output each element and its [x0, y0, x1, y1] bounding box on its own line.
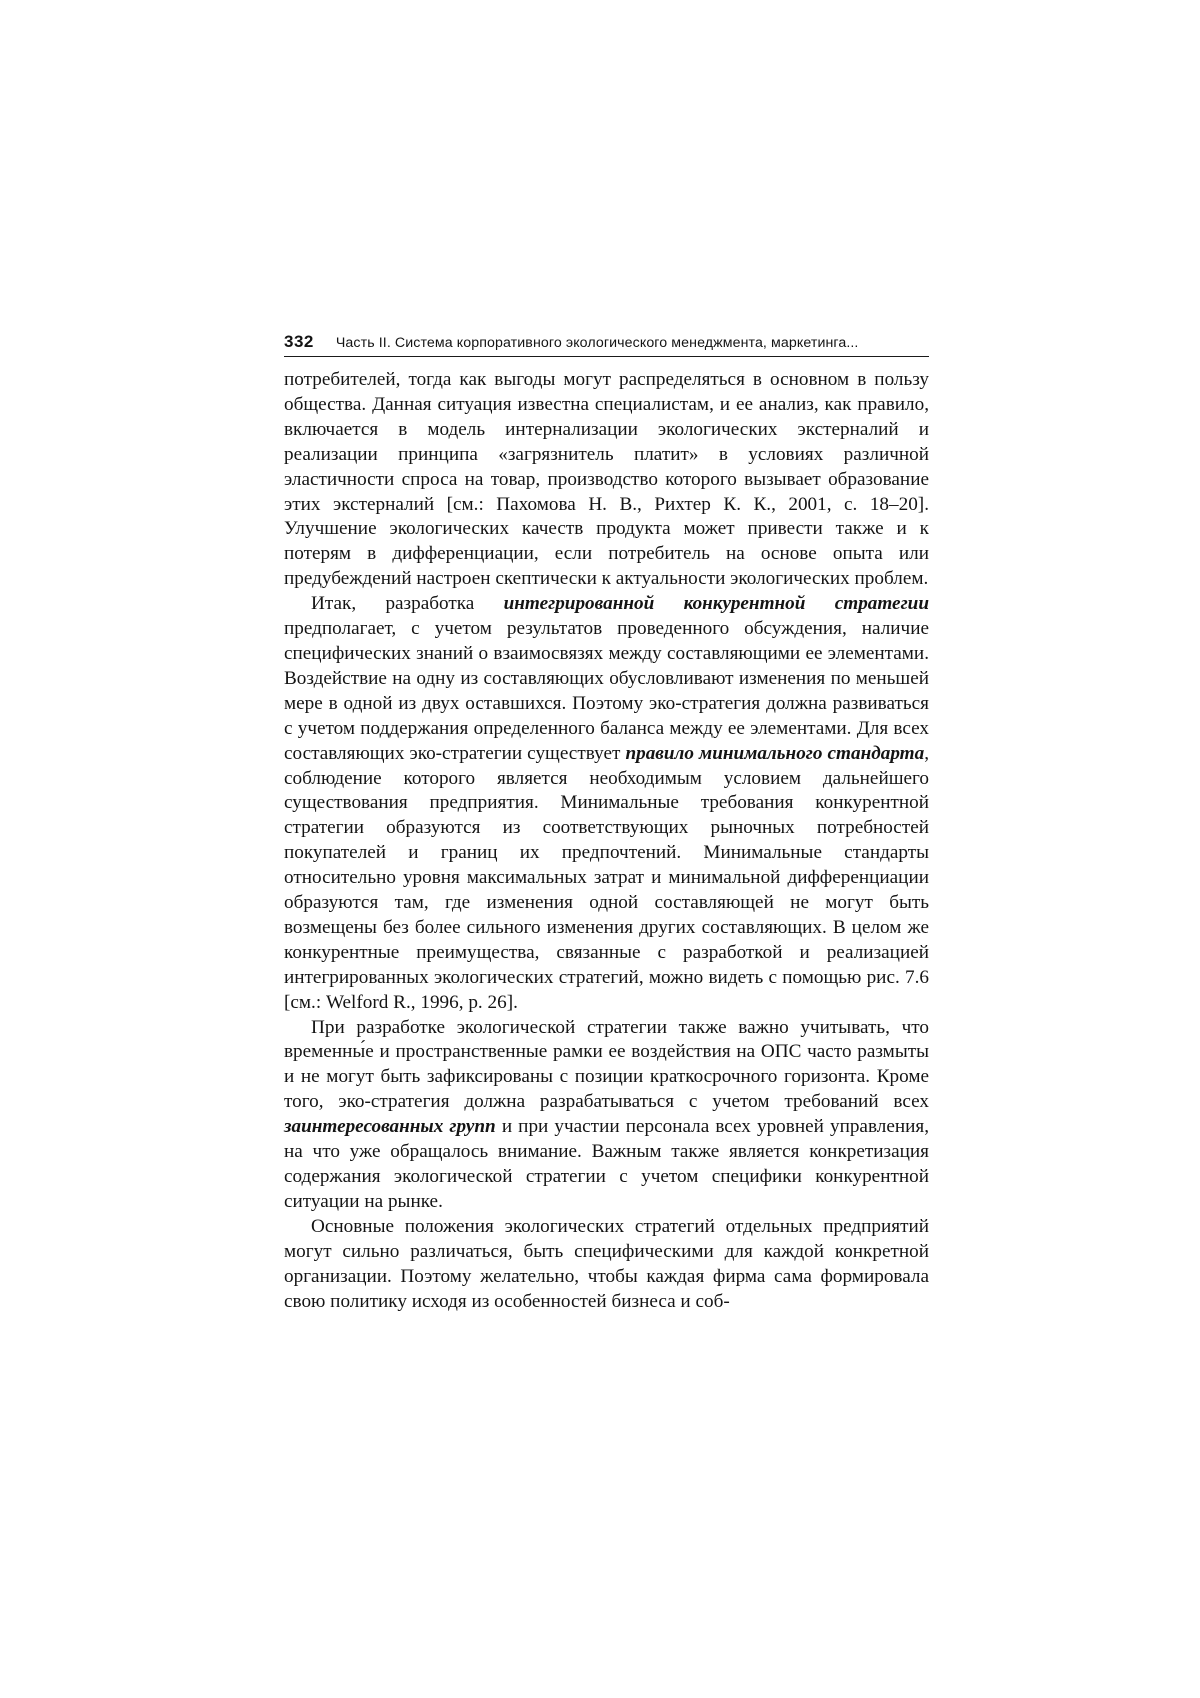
paragraph-4 [284, 1215, 929, 1315]
emphasized-term: интегрированной конкурентной стратегии [503, 593, 929, 615]
text-segment: предполагает, с учетом результатов проведенного обсуждения, наличие специфических знаний о взаимосвязях между составляющими ее элементами. Воздействие на одну из составляющих обусловливают изменения по меньшей мере в одной из двух оставшихся. Поэтому эко-стратегия должна развиваться с учетом поддержания определенного баланса между ее элементами. Для всех составляющих эко-стратегии существует [284, 618, 929, 764]
book-page [284, 332, 929, 1314]
paragraph-3 [284, 1016, 929, 1215]
running-header [284, 332, 929, 357]
body-text [284, 368, 929, 1314]
page-number: 332 [284, 332, 314, 351]
emphasized-term: правило минимального стандарта [625, 742, 925, 764]
text-segment: При разработке экологической стратегии также важно учитывать, что временны́е и пространственные рамки ее воздействия на ОПС часто размыты и не могут быть зафиксированы с позиции краткосрочного горизонта. Кроме того, эко-стратегия должна разрабатываться с учетом требований всех [284, 1016, 929, 1113]
text-segment: и при участии персонала всех уровней управления, на что уже обращалось внимание. Важным также является конкретизация содержания экологической стратегии с учетом специфики конкурентной ситуации на рынке. [284, 1116, 930, 1212]
paragraph-1 [284, 368, 929, 592]
paragraph-2 [284, 592, 929, 1015]
running-header-title: Часть II. Система корпоративного экологического менеджмента, маркетинга... [335, 335, 859, 351]
emphasized-term: заинтересованных групп [284, 1116, 496, 1138]
text-segment: потребителей, тогда как выгоды могут распределяться в основном в пользу общества. Данная ситуация известна специалистам, и ее анализ, как правило, включается в модель интернализации экологических экстерналий и реализации принципа «загрязнитель платит» в условиях различной эластичности спроса на товар, производство которого вызывает образование этих экстерналий [см.: Пахомова Н. В., Рихтер К. К., 2001, с. 18–20]. Улучшение экологических качеств продукта может привести также и к потерям в дифференциации, если потребитель на основе опыта или предубеждений настроен скептически к актуальности экологических проблем. [284, 369, 929, 590]
text-segment: Итак, разработка [311, 593, 504, 615]
text-segment: Основные положения экологических стратегий отдельных предприятий могут сильно различаться, быть специфическими для каждой конкретной организации. Поэтому желательно, чтобы каждая фирма сама формировала свою политику исходя из особенностей бизнеса и соб- [284, 1215, 929, 1312]
text-segment: , соблюдение которого является необходимым условием дальнейшего существования предприятия. Минимальные требования конкурентной стратегии образуются из соответствующих рыночных потребностей покупателей и границ их предпочтений. Минимальные стандарты относительно уровня максимальных затрат и минимальной дифференциации образуются там, где изменения одной составляющей не могут быть возмещены без более сильного изменения других составляющих. В целом же конкурентные преимущества, связанные с разработкой и реализацией интегрированных экологических стратегий, можно видеть с помощью рис. 7.6 [см.: Welford R., 1996, p. 26]. [284, 742, 929, 1013]
